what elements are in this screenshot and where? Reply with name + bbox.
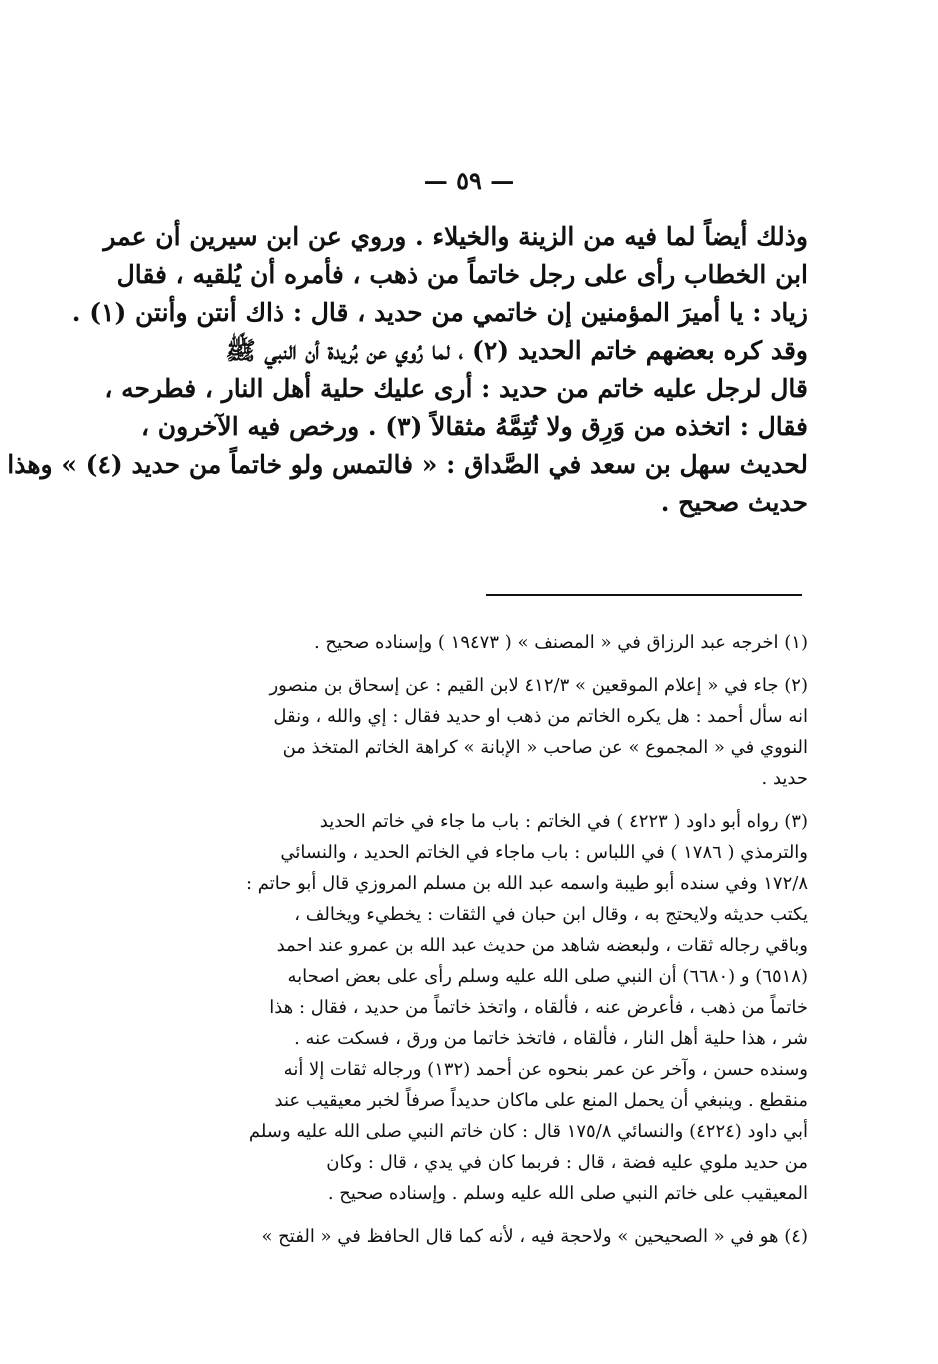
footnote-line: انه سأل أحمد : هل يكره الخاتم من ذهب او حديد فقال : إي والله ، ونقل bbox=[273, 706, 808, 727]
footnote-2 bbox=[152, 670, 808, 794]
body-line: زياد : يا أميرَ المؤمنين إن خاتمي من حديد ، قال : ذاك أنتن وأنتن (١) . bbox=[71, 298, 808, 327]
footnote-line: خاتماً من ذهب ، فأعرض عنه ، فألقاه ، واتخذ خاتماً من حديد ، فقال : هذا bbox=[269, 997, 808, 1018]
footnote-line: أبي داود (٤٢٢٤) والنسائي ١٧٥/٨ قال : كان خاتم النبي صلى الله عليه وسلم bbox=[248, 1121, 808, 1142]
footnote-line: حديد . bbox=[761, 768, 808, 789]
body-line: قال لرجل عليه خاتم من حديد : أرى عليك حلية أهل النار ، فطرحه ، bbox=[104, 374, 808, 403]
body-line: ابن الخطاب رأى على رجل خاتماً من ذهب ، فأمره أن يُلقيه ، فقال bbox=[116, 260, 808, 289]
body-line: فقال : اتخذه من وَرِق ولا تُتِمَّهُ مثقالاً (٣) . ورخص فيه الآخرون ، bbox=[140, 412, 808, 441]
footnote-separator bbox=[486, 594, 802, 596]
body-line: لحديث سهل بن سعد في الصَّداق : « فالتمس ولو خاتماً من حديد (٤) » وهذا bbox=[7, 450, 808, 479]
footnote-line: شر ، هذا حلية أهل النار ، فألقاه ، فاتخذ خاتما من ورق ، فسكت عنه . bbox=[294, 1028, 808, 1049]
page-number: — ٥٩ — bbox=[423, 166, 515, 195]
footnote-line: وسنده حسن ، وآخر عن عمر بنحوه عن أحمد (١٣٢) ورجاله ثقات إلا أنه bbox=[283, 1059, 808, 1080]
footnote-line: المعيقيب على خاتم النبي صلى الله عليه وسلم . وإسناده صحيح . bbox=[327, 1183, 808, 1204]
body-line: وذلك أيضاً لما فيه من الزينة والخيلاء . وروي عن ابن سيرين أن عمر bbox=[103, 222, 808, 251]
footnote-line: (٣) رواه أبو داود ( ٤٢٢٣ ) في الخاتم : باب ما جاء في خاتم الحديد bbox=[319, 811, 808, 832]
footnote-1 bbox=[152, 627, 808, 658]
body-line: حديث صحيح . bbox=[660, 488, 808, 517]
footnote-line: ١٧٢/٨ وفي سنده أبو طيبة واسمه عبد الله بن مسلم المروزي قال أبو حاتم : bbox=[245, 873, 808, 894]
footnote-4 bbox=[152, 1221, 808, 1252]
footnote-line: النووي في « المجموع » عن صاحب « الإبانة » كراهة الخاتم المتخذ من bbox=[282, 737, 808, 758]
body-line: وقد كره بعضهم خاتم الحديد (٢) ، لما رُوي عن بُريدة أن النبي ﷺ bbox=[225, 336, 808, 365]
main-text-body bbox=[7, 218, 808, 522]
footnote-line: (٤) هو في « الصحيحين » ولاحجة فيه ، لأنه كما قال الحافظ في « الفتح » bbox=[261, 1226, 808, 1247]
footnote-line: (٢) جاء في « إعلام الموقعين » ٤١٢/٣ لابن القيم : عن إسحاق بن منصور bbox=[269, 675, 808, 696]
footnote-line: من حديد ملوي عليه فضة ، قال : فربما كان في يدي ، قال : وكان bbox=[326, 1152, 808, 1173]
footnotes-section bbox=[152, 627, 808, 1264]
footnote-line: (١) اخرجه عبد الرزاق في « المصنف » ( ١٩٤٧٣ ) وإسناده صحيح . bbox=[313, 632, 808, 653]
footnote-line: (٦٥١٨) و (٦٦٨٠) أن النبي صلى الله عليه وسلم رأى على بعض اصحابه bbox=[287, 966, 808, 987]
footnote-line: منقطع . وينبغي أن يحمل المنع على ماكان حديداً صرفاً لخبر معيقيب عند bbox=[274, 1090, 808, 1111]
footnote-3 bbox=[152, 806, 808, 1209]
footnote-line: والترمذي ( ١٧٨٦ ) في اللباس : باب ماجاء في الخاتم الحديد ، والنسائي bbox=[280, 842, 808, 863]
footnote-line: وباقي رجاله ثقات ، ولبعضه شاهد من حديث عبد الله بن عمرو عند احمد bbox=[276, 935, 808, 956]
footnote-line: يكتب حديثه ولايحتج به ، وقال ابن حبان في الثقات : يخطيء ويخالف ، bbox=[294, 904, 808, 925]
